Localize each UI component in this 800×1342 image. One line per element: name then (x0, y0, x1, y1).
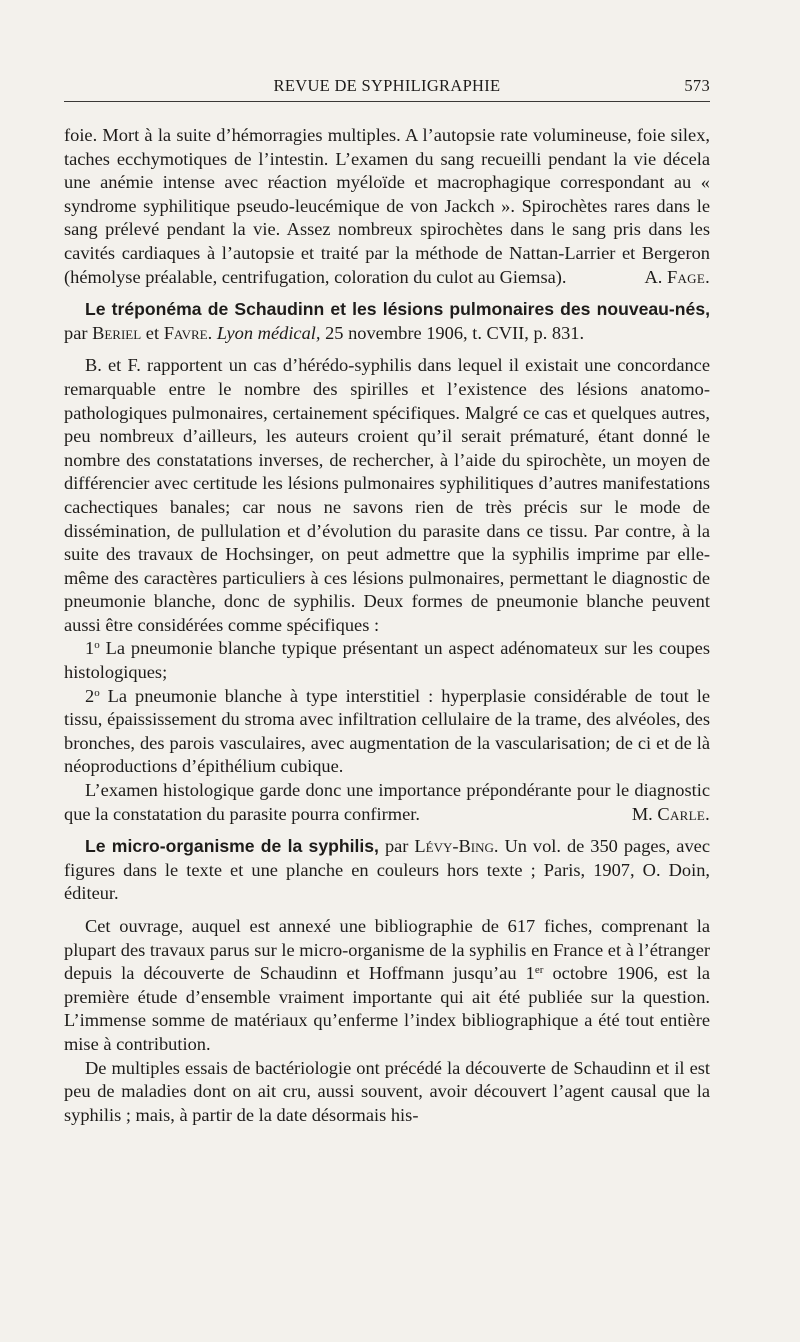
review-paragraph (64, 1057, 710, 1128)
running-header (64, 76, 710, 102)
entry-author: Beriel (92, 322, 142, 343)
item-ordinal: o (94, 686, 100, 699)
superscript: er (534, 964, 544, 977)
list-item (64, 685, 710, 779)
entry-par: par (64, 322, 88, 343)
entry-journal: Lyon médical, (216, 322, 321, 343)
list-item (64, 637, 710, 684)
entry-and: et (145, 322, 160, 343)
page-number: 573 (684, 76, 710, 95)
signature-fage (644, 266, 710, 290)
paragraph-text: L’examen histologique garde donc une importance prépondérante pour le diagnostic que la constatation du parasite pourra confirmer. (64, 780, 710, 824)
item-text: La pneumonie blanche typique présentant un aspect adénomateux sur les coupes histologiques; (64, 638, 710, 683)
section-gap (64, 906, 710, 915)
header-rule (64, 101, 710, 102)
entry-title: Le micro-organisme de la syphilis, (85, 836, 379, 857)
paragraph-text: B. et F. rapportent un cas d’hérédo-syphilis dans lequel il existait une concordance remarquable entre le nombre des spirilles et l’existence des lésions anatomo-pathologiques pulmonaires, certainement spécifiques. Malgré ce cas et quelques autres, peu nombreux d’ailleurs, les auteurs croient qu’il serait prématuré, étant donné le nombre des constatations inverses, de rechercher, à l’aide du spirochète, un moyen de différencier avec certitude les lésions pulmonaires syphilitiques d’autres manifestations cachectiques banales; car nous ne savons rien de très précis sur le mode de dissémination, de pullulation et d’évolution du parasite dans ce tissu. Par contre, à la suite des travaux de Hochsinger, on peut admettre que la syphilis imprime par elle-même des caractères particuliers à ces lésions pulmonaires, permettant le diagnostic de pneumonie blanche, donc de syphilis. Deux formes de pneumonie blanche peuvent aussi être considérées comme spécifiques : (64, 355, 710, 635)
item-text: La pneumonie blanche à type interstitiel : hyperplasie considérable de tout le tissu, épaississement du stroma avec infiltration cellulaire de la trame, des alvéoles, des bronches, des parois vasculaires, avec augmentation de la vascularisation; de ci et de là néoproductions d’épithélium cubique. (64, 685, 710, 777)
entry-author: Favre. (163, 322, 213, 343)
review-paragraph (64, 779, 710, 826)
section-gap (64, 289, 710, 298)
paragraph-continued (64, 124, 710, 289)
entry-title: Le tréponéma de Schaudinn et les lésions pulmonaires des nouveau-nés, (85, 299, 710, 320)
page-body (64, 124, 710, 1127)
entry-citation: 25 novembre 1906, t. CVII, p. 831. (325, 322, 585, 343)
entry-citation: Un vol. de 350 pages, avec figures dans le texte et une planche en couleurs hors texte ; Paris, 1907, O. Doin, éditeur. (64, 836, 710, 904)
review-paragraph (64, 354, 710, 637)
paragraph-text: octobre 1906, est la première étude d’ensemble vraiment importante qui ait été publiée sur la question. L’immense somme de matériaux qu’enferme l’index bibliographique a été tout entière mise à contribution. (64, 963, 710, 1054)
item-number: 1 (85, 638, 95, 659)
item-number: 2 (85, 685, 95, 706)
paragraph-text: De multiples essais de bactériologie ont précédé la découverte de Schaudinn et il est peu de maladies dont on ait cru, aussi souvent, avoir découvert l’agent causal que la syphilis ; mais, à partir de la date désormais his- (64, 1057, 710, 1125)
signature-initial: A. (644, 266, 663, 287)
signature-name: Carle. (657, 803, 710, 824)
paragraph-text: foie. Mort à la suite d’hémorragies multiples. A l’autopsie rate volumineuse, foie silex, taches ecchymotiques de l’intestin. L’examen du sang recueilli pendant la vie décela une anémie intense avec réaction myéloïde et macrophagique correspondant au « syndrome syphilitique pseudo-leucémique de von Jackch ». Spirochètes rares dans le sang prélevé pendant la vie. Assez nombreux spirochètes dans le sang pris dans les cavités cardiaques à l’autopsie et traité par la méthode de Nattan-Larrier et Bergeron (hémolyse préalable, centrifugation, coloration du culot au Giemsa). (64, 125, 710, 287)
section-gap (64, 345, 710, 354)
review-paragraph (64, 915, 710, 1057)
signature-carle (611, 803, 710, 827)
running-title: REVUE DE SYPHILIGRAPHIE (273, 76, 501, 95)
entry-author: Lévy-Bing. (414, 836, 499, 857)
signature-initial: M. (631, 803, 653, 824)
signature-name: Fage. (666, 266, 710, 287)
section-gap (64, 826, 710, 835)
item-ordinal: o (94, 639, 100, 652)
paragraph-text: Cet ouvrage, auquel est annexé une bibliographie de 617 fiches, comprenant la plupart des travaux parus sur le micro-organisme de la syphilis en France et à l’étranger depuis la découverte de Schaudinn et Hoffmann jusqu’au 1 (64, 916, 710, 984)
entry-par: par (384, 836, 409, 857)
review-entry-header (64, 298, 710, 345)
review-entry-header (64, 835, 710, 906)
